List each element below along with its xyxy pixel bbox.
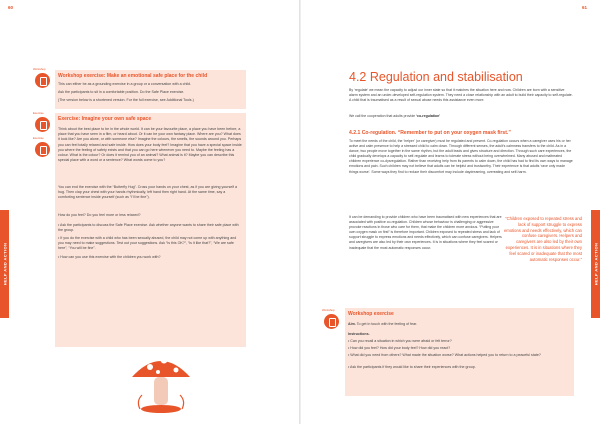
intro-text: We call the cooperation that adults provide	[349, 114, 417, 118]
workshop-box	[345, 308, 574, 396]
side-tab	[591, 210, 600, 318]
box-text: Think about the best place to be in the whole world. It can be your favourite place, a place you have been before, a place that you have seen in a film, or heard about. Or it can be your own fantasy place. Where are you? What does it look like? Are you alone, or with someone else? Imagine the colours, the smells, the sounds around you. Perhaps you can feel totally relaxed and safe inside. How does your body feel? Imagine that you have a special space inside you where the feeling of safety exists and that you can go here whenever you need to. Maybe the feeling has a colour. What is the colour? Or does it remind you of an animal? What animal is it? Maybe you can describe this special place with a word or a sentence? What words come to you?	[58, 127, 242, 163]
exercise-box	[55, 113, 246, 347]
section-heading: 4.2 Regulation and stabilisation	[349, 70, 523, 84]
workshop-box	[55, 70, 246, 109]
box-title: Workshop exercise	[348, 311, 394, 317]
side-tab	[0, 210, 9, 318]
icon-label: Exercise	[33, 111, 44, 115]
pull-quote: “Children exposed to repeated stress and lack of support struggle to express emotions and needs effectively, which can confuse caregivers. Helpers and caregivers are also led by their own experiences. It is in situations where they feel scared or inadequate that the most automatic responses occur.”	[503, 216, 582, 262]
left-page	[0, 0, 299, 424]
instructions-label: Instructions.	[348, 332, 370, 336]
body-paragraph: To meet the needs of the child, the ‘helper’ (or caregiver) must be regulated and present. Co-regulation occurs when a caregiver uses his or her active and calm presence to help a stressed child to calm down. Through different senses, the adult’s calmness transfers to the child. As in a dance, two people move together in the same rhythm, but the adult leads and gives structure and direction. Through such care experiences, the child gradually develops a capacity to self-regulate and learns to tolerate stress without being overwhelmed. Many abused and maltreated children experience co-dysregulation. Rather than receiving help from its parents to calm down, the child has had to find its own ways to manage emotions and pain. Such children may not believe that adults can be helpful and trustworthy. Their experience is that adults ‘rave only made things worse’. Some ways they find to reduce their discomfort may include daydreaming, overeating and self-harm.	[349, 139, 573, 174]
box-text: This can either be as a grounding exercise in a group or a conversation with a child.	[58, 82, 192, 86]
list-item: • If you do the exercise with a child who has been sexually abused, the child may not come up with anything and you may need to make suggestions. Test out your suggestions. Ask “Is this OK?”, “Is it like that?”, “We are safe here”, “You will be fine”.	[58, 236, 237, 251]
side-tab-label: HELP AND ACTION	[2, 242, 7, 286]
exercise-icon	[35, 117, 50, 132]
list-item: • Can you recall a situation in which you were afraid or felt terror?	[348, 339, 452, 343]
page-number: 61	[582, 5, 588, 10]
list-item: • Ask the participants if they would like to share their experiences with the group.	[348, 365, 476, 369]
icon-label: Workshop	[33, 67, 46, 71]
list-item: • How can you use this exercise with the children you work with?	[58, 255, 161, 259]
icon-label: Workshop	[322, 308, 335, 312]
side-tab-label: HELP AND ACTION	[593, 242, 598, 286]
intro-paragraph: By ‘regulate’ we mean the capacity to adjust our inner state so that it matches the situation here and now. Children are born with a sensitive alarm system and an under-developed self-regulation system. They need a close relationship with an adult to build their capacity to self-regulate. A child that is traumatised as a result of sexual abuse needs this assistance even more.	[349, 88, 573, 103]
box-text: Ask the participants to sit in a comfortable position. Do the Safe Place exercise.	[58, 90, 185, 94]
co-regulation-term: ‘co-regulation’	[416, 114, 441, 118]
box-title: Workshop exercise: Make an emotional safe place for the child	[58, 73, 208, 79]
box-title: Exercise: Imagine your own safe space	[58, 116, 152, 122]
list-item: • Ask the participants to discuss the Safe Place exercise. Ask whether anyone wants to share their safe place with the group.	[58, 223, 239, 233]
aim-line	[348, 322, 568, 327]
intro-paragraph-2	[349, 114, 573, 119]
aim-label: Aim.	[348, 322, 356, 326]
list-item: • What did you need from others? What made the situation worse? What actions helped you to return to a peaceful state?	[348, 353, 541, 357]
list-item: • How did you feel? How did your body feel? How did you react?	[348, 346, 451, 350]
box-text: How do you feel? Do you feel more or less relaxed?	[58, 213, 141, 217]
mushroom-illustration	[126, 343, 196, 423]
right-page	[301, 0, 600, 424]
clipboard-icon	[35, 73, 50, 88]
clipboard-icon	[324, 314, 339, 329]
box-text: (The version below is a shortened version. For the full exercise, see Additional Tools.)	[58, 98, 194, 102]
group-icon	[35, 142, 50, 157]
aim-text: To get in touch with the feeling of fear.	[355, 322, 418, 326]
box-text: You can end the exercise with the “Butterfly Hug”. Cross your hands on your chest, as if you are giving yourself a hug. Then clap your chest with your hands rhythmically, left hand then right hand. At the same time, say a comforting sentence inside yourself (such as “I’ll be fine”).	[58, 185, 238, 200]
subsection-heading: 4.2.1 Co-regulation. “Remember to put on your oxygen mask first.”	[349, 130, 511, 136]
icon-label: Exercise	[33, 136, 44, 140]
body-paragraph: It can be demanding to provide children who have been traumatised with new experiences that are associated with positive co-regulation. Children whose behaviour is challenging or aggressive provoke reactions in those who care for them, that make the children more anxious. “Putting your own oxygen mask on first” is therefore important. Children exposed to repeated stress and lack of support struggle to express emotions and needs effectively, which can confuse caregivers. Helpers and caregivers are also led by their own experiences. It is in situations where they feel scared or inadequate that the most automatic responses occur.	[349, 215, 502, 250]
page-number: 60	[8, 5, 14, 10]
